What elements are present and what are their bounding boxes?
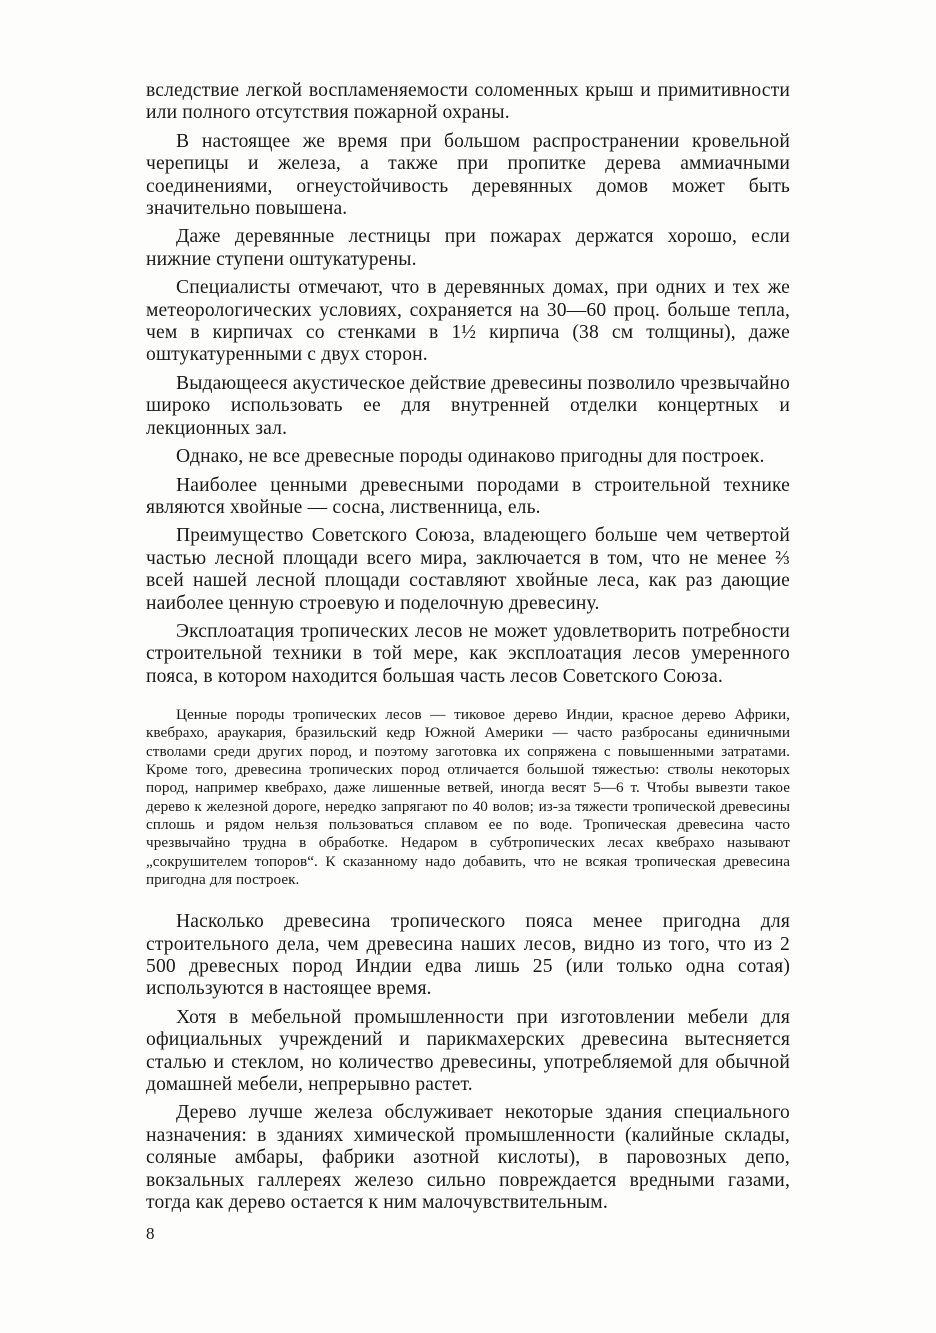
text-column xyxy=(146,80,790,1220)
paragraph-tropical-forests: Эксплоатация тропических лесов не может удовлетворить потребности строительной техники в той мере, как эксплоатация лесов умеренного пояса, в котором находится большая часть лесов Советского Союза. xyxy=(146,620,790,687)
small-print-note: Ценные породы тропических лесов — тиковое дерево Индии, красное дерево Африки, квебрахо, араукария, бразильский кедр Южной Америки — часто разбросаны единичными стволами среди других пород, и поэтому заготовка их сопряжена с повышенными затратами. Кроме того, древесина тропических пород отличается большой тяжестью: стволы некоторых пород, например квебрахо, даже лишенные ветвей, иногда весят 5—6 т. Чтобы вывезти такое дерево к железной дороге, нередко запрягают по 40 волов; из-за тяжести тропической древесины сплошь и рядом нельзя пользоваться сплавом ее по воде. Тропическая древесина часто чрезвычайно трудна в обработке. Недаром в субтропических лесах квебрахо называют „сокрушителем топоров“. К сказанному надо добавить, что не всякая тропическая древесина пригодна для построек. xyxy=(146,706,790,888)
paragraph-wood-species: Однако, не все древесные породы одинаково пригодны для построек. xyxy=(176,446,765,468)
paragraph-conifers: Наиболее ценными древесными породами в строительной технике являются хвойные — сосна, лиственница, ель. xyxy=(146,474,790,518)
paragraph-acoustics: Выдающееся акустическое действие древесины позволило чрезвычайно широко использовать ее для внутренней отделки концертных и лекционных зал. xyxy=(146,372,790,439)
paragraph-heat-retention: Специалисты отмечают, что в деревянных домах, при одних и тех же метеорологических условиях, сохраняется на 30—60 проц. больше тепла, чем в кирпичах со стенками в 1½ кирпича (38 см толщины), даже оштукатуренными с двух сторон. xyxy=(146,277,790,366)
paragraph-stairs: Даже деревянные лестницы при пожарах держатся хорошо, если нижние ступени оштукатурены. xyxy=(146,226,790,270)
paragraph-furniture: Хотя в мебельной промышленности при изготовлении мебели для официальных учреждений и парикмахерских древесина вытесняется сталью и стеклом, но количество древесины, употребляемой для обычной домашней мебели, непрерывно растет. xyxy=(146,1006,790,1095)
paragraph-india-species: Насколько древесина тропического пояса менее пригодна для строительного дела, чем древесина наших лесов, видно из того, что из 2 500 древесных пород Индии едва лишь 25 (или только одна сотая) используются в настоящее время. xyxy=(146,911,790,1000)
page-number: 8 xyxy=(146,1224,155,1243)
paragraph-roof-tiles: В настоящее же время при большом распространении кровельной черепицы и железа, а также при пропитке дерева аммиачными соединениями, огнеустойчивость деревянных домов может быть значительно повышена. xyxy=(146,130,790,220)
paragraph-continuation: вследствие легкой воспламеняемости соломенных крыш и примитивности или полного отсутствия пожарной охраны. xyxy=(146,80,790,124)
paragraph-soviet-forests: Преимущество Советского Союза, владеющего больше чем четвертой частью лесной площади всего мира, заключается в том, что не менее ⅔ всей нашей лесной площади составляют хвойные леса, как раз дающие наиболее ценную строевую и поделочную древесину. xyxy=(146,525,790,614)
paragraph-special-buildings: Дерево лучше железа обслуживает некоторые здания специального назначения: в зданиях химической промышленности (калийные склады, соляные амбары, фабрики азотной кислоты), в паровозных депо, вокзальных галлереях железо сильно повреждается вредными газами, тогда как дерево остается к ним малочувствительным. xyxy=(146,1102,790,1213)
